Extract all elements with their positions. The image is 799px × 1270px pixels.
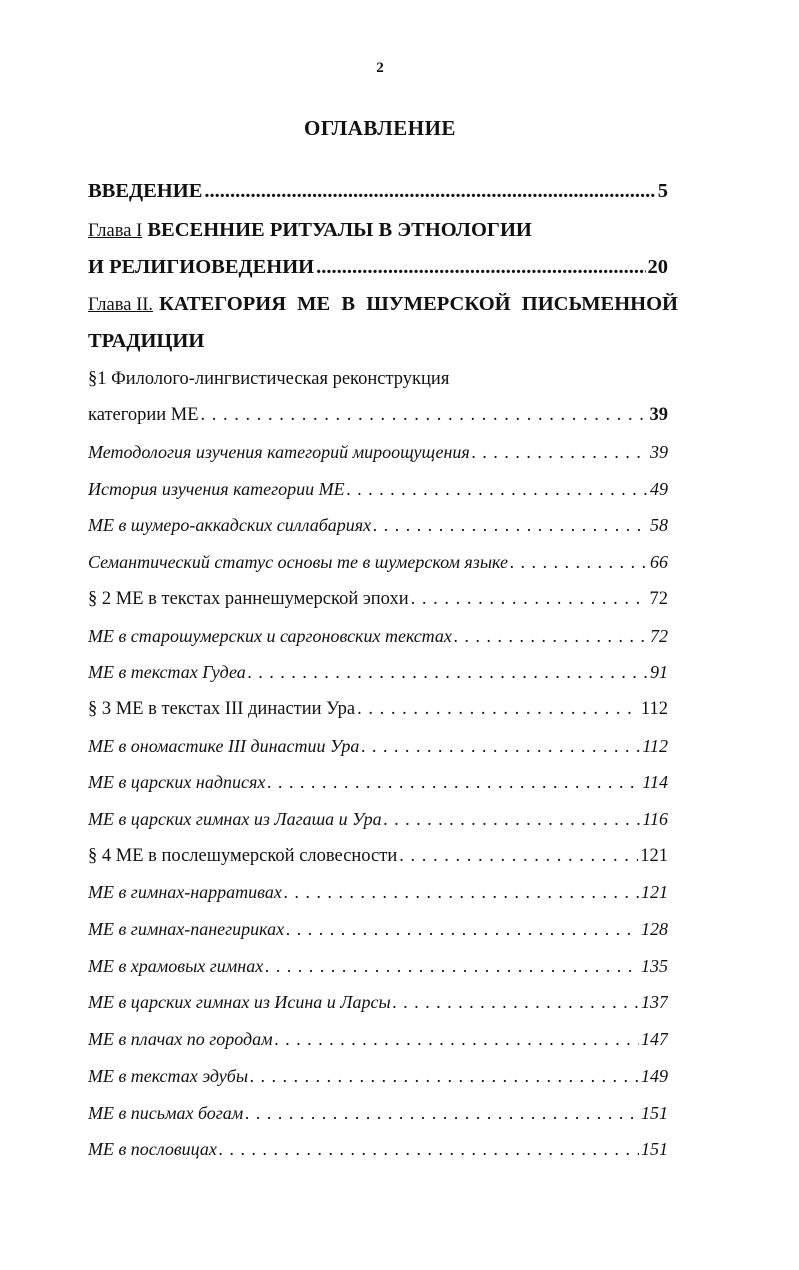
toc-section3 bbox=[88, 699, 668, 720]
toc-chapter2-line2 bbox=[88, 330, 668, 353]
leader-dots bbox=[373, 515, 648, 536]
toc-subentry-text: МЕ в гимнах-панегириках bbox=[88, 919, 285, 939]
toc-section2 bbox=[88, 589, 668, 610]
toc-entry-page: 121 bbox=[641, 882, 668, 902]
toc-subentry bbox=[88, 772, 668, 793]
toc-entry-page: 20 bbox=[647, 256, 668, 278]
toc-entry-page: 151 bbox=[641, 1139, 668, 1159]
toc-subentry-text: История изучения категории МЕ bbox=[88, 479, 345, 499]
toc-subentry bbox=[88, 662, 668, 683]
toc-subentry bbox=[88, 442, 668, 463]
chapter-title-cont: И РЕЛИГИОВЕДЕНИИ bbox=[88, 256, 315, 278]
toc-subentry-text: МЕ в текстах Гудеа bbox=[88, 662, 246, 682]
toc-subentry-text: МЕ в плачах по городам bbox=[88, 1029, 273, 1049]
leader-dots bbox=[250, 1066, 639, 1087]
chapter-label: Глава I bbox=[88, 221, 143, 241]
toc-entry-page: 137 bbox=[641, 992, 668, 1012]
toc-subentry bbox=[88, 552, 668, 573]
toc-entry-page: 114 bbox=[642, 772, 668, 792]
leader-dots bbox=[275, 1029, 639, 1050]
toc-subentry bbox=[88, 626, 668, 647]
toc-entry-page: 72 bbox=[650, 626, 668, 646]
leader-dots bbox=[384, 809, 641, 830]
leader-dots bbox=[219, 1139, 639, 1160]
leader-dots bbox=[267, 772, 640, 793]
section-title: § 4 МЕ в послешумерской словесности bbox=[88, 846, 398, 866]
toc-entry-page: 112 bbox=[642, 736, 668, 756]
toc-subentry bbox=[88, 736, 668, 757]
chapter-title: КАТЕГОРИЯ МЕ В ШУМЕРСКОЙ ПИСЬМЕННОЙ bbox=[159, 293, 678, 315]
toc-chapter2-line1 bbox=[88, 293, 678, 316]
leader-dots bbox=[316, 256, 645, 279]
toc-subentry bbox=[88, 1029, 668, 1050]
leader-dots bbox=[510, 552, 648, 573]
leader-dots bbox=[357, 699, 639, 720]
leader-dots bbox=[347, 479, 648, 500]
leader-dots bbox=[201, 405, 648, 426]
leader-dots bbox=[411, 589, 648, 610]
toc-entry-page: 66 bbox=[650, 552, 668, 572]
toc-entry-page: 116 bbox=[642, 809, 668, 829]
toc-subentry-text: МЕ в храмовых гимнах bbox=[88, 956, 264, 976]
section-title: §1 Филолого-лингвистическая реконструкция bbox=[88, 369, 450, 389]
toc-entry-page: 58 bbox=[650, 515, 668, 535]
leader-dots bbox=[393, 992, 639, 1013]
toc-subentry-text: МЕ в текстах эдубы bbox=[88, 1066, 249, 1086]
toc-subentry bbox=[88, 956, 668, 977]
toc-section1-line2 bbox=[88, 405, 668, 426]
toc-subentry bbox=[88, 515, 668, 536]
toc-entry-page: 5 bbox=[657, 180, 668, 202]
toc-subentry-text: МЕ в царских гимнах из Лагаша и Ура bbox=[88, 809, 382, 829]
chapter-title-cont: ТРАДИЦИИ bbox=[88, 330, 205, 352]
toc-subentry bbox=[88, 1066, 668, 1087]
leader-dots bbox=[248, 662, 648, 683]
toc-subentry bbox=[88, 992, 668, 1013]
toc-entry-page: 147 bbox=[641, 1029, 668, 1049]
toc-entry-page: 91 bbox=[650, 662, 668, 682]
toc-section4 bbox=[88, 846, 668, 867]
toc-subentry bbox=[88, 919, 668, 940]
chapter-label: Глава II. bbox=[88, 295, 154, 315]
toc-entry-page: 72 bbox=[649, 589, 668, 609]
section-title-cont: категории МЕ bbox=[88, 405, 199, 425]
toc-subentry-text: МЕ в ономастике III династии Ура bbox=[88, 736, 360, 756]
leader-dots bbox=[204, 180, 655, 203]
toc-subentry bbox=[88, 479, 668, 500]
toc-subentry bbox=[88, 1139, 668, 1160]
toc-subentry-text: МЕ в письмах богам bbox=[88, 1103, 244, 1123]
toc-subentry-text: МЕ в шумеро-аккадских силлабариях bbox=[88, 515, 372, 535]
leader-dots bbox=[265, 956, 639, 977]
toc-chapter1-line1 bbox=[88, 219, 668, 242]
toc-chapter1-line2 bbox=[88, 256, 668, 279]
toc-entry-page: 151 bbox=[641, 1103, 668, 1123]
toc-subentry bbox=[88, 809, 668, 830]
leader-dots bbox=[472, 442, 648, 463]
section-title: § 3 МЕ в текстах III династии Ура bbox=[88, 699, 356, 719]
leader-dots bbox=[361, 736, 640, 757]
toc-subentry-text: МЕ в царских надписях bbox=[88, 772, 266, 792]
toc-subentry-text: МЕ в пословицах bbox=[88, 1139, 217, 1159]
toc-entry-intro bbox=[88, 180, 668, 203]
leader-dots bbox=[284, 882, 639, 903]
toc-entry-page: 39 bbox=[649, 405, 668, 425]
leader-dots bbox=[399, 846, 638, 867]
toc-subentry-text: МЕ в гимнах-нарративах bbox=[88, 882, 282, 902]
toc-entry-text: ВВЕДЕНИЕ bbox=[88, 180, 203, 202]
toc-subentry-text: Методология изучения категорий мироощущения bbox=[88, 442, 470, 462]
section-title: § 2 МЕ в текстах раннешумерской эпохи bbox=[88, 589, 409, 609]
toc-entry-page: 39 bbox=[650, 442, 668, 462]
toc-subentry-text: Семантический статус основы me в шумерском языке bbox=[88, 552, 508, 572]
leader-dots bbox=[245, 1103, 639, 1124]
toc-entry-page: 112 bbox=[640, 699, 668, 719]
toc-entry-page: 135 bbox=[641, 956, 668, 976]
toc-entry-page: 121 bbox=[640, 846, 668, 866]
toc-title: ОГЛАВЛЕНИЕ bbox=[304, 116, 456, 140]
page-number: 2 bbox=[376, 60, 384, 76]
toc-entry-page: 149 bbox=[641, 1066, 668, 1086]
toc-entry-page: 128 bbox=[641, 919, 668, 939]
toc-entry-page: 49 bbox=[650, 479, 668, 499]
toc-subentry bbox=[88, 1103, 668, 1124]
leader-dots bbox=[454, 626, 648, 647]
toc-section1-line1 bbox=[88, 369, 668, 390]
toc-subentry-text: МЕ в старошумерских и саргоновских текстах bbox=[88, 626, 452, 646]
toc-subentry-text: МЕ в царских гимнах из Исина и Ларсы bbox=[88, 992, 391, 1012]
leader-dots bbox=[286, 919, 639, 940]
toc-subentry bbox=[88, 882, 668, 903]
chapter-title: ВЕСЕННИЕ РИТУАЛЫ В ЭТНОЛОГИИ bbox=[147, 219, 532, 241]
